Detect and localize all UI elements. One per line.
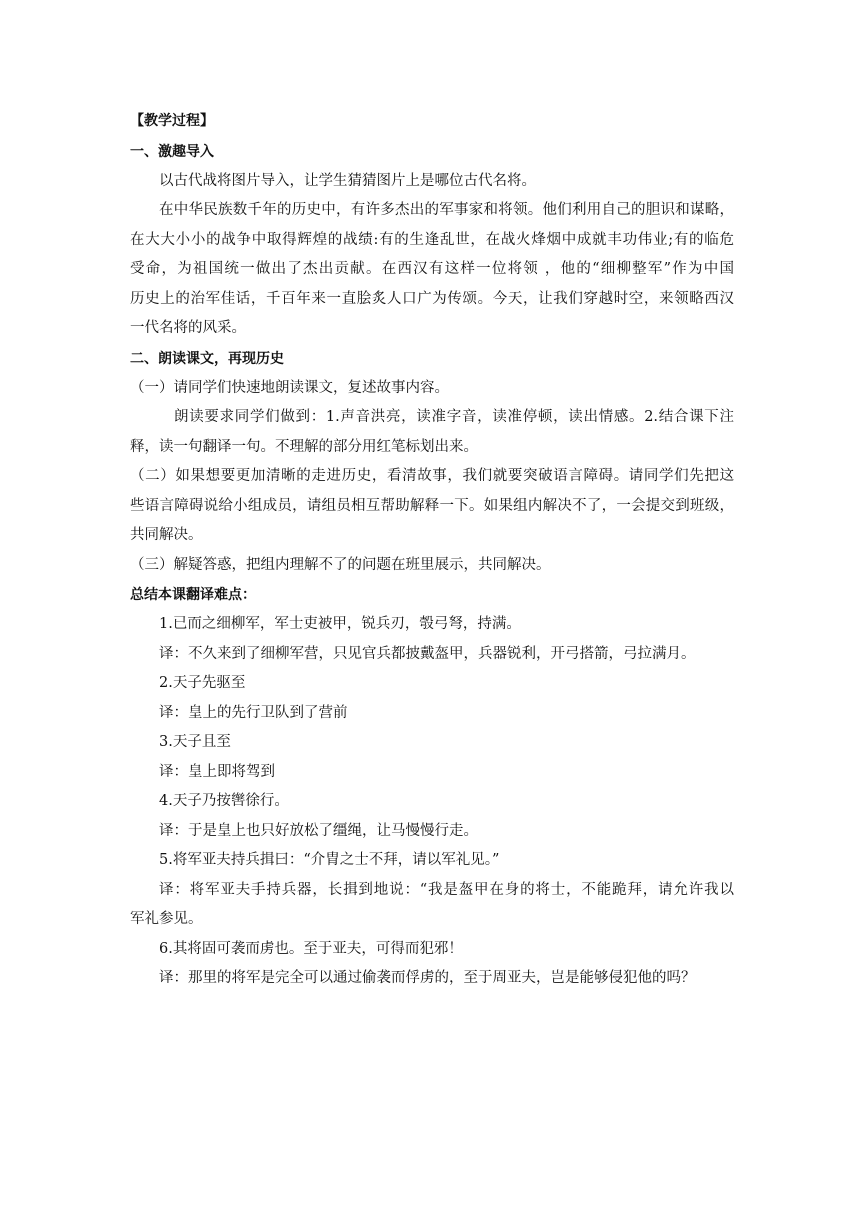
summary-translation: 译：于是皇上也只好放松了缰绳，让马慢慢行走。 (159, 822, 478, 839)
paragraph-line: 在中华民族数千年的历史中，有许多杰出的军事家和将领。他们利用自己的胆识和谋略， (159, 202, 734, 218)
summary-sentence: 4.天子乃按辔徐行。 (159, 793, 289, 809)
paragraph-line: 朗读要求同学们做到：1.声音洪亮，读准字音，读准停顿，读出情感。2.结合课下注 (174, 409, 734, 425)
part2-question-2 (130, 462, 734, 551)
summary-item-2 (130, 669, 734, 728)
summary-sentence: 5.将军亚夫持兵揖曰：“介胄之士不拜，请以军礼见。” (159, 852, 500, 868)
part1-heading: 一、激趣导入 (130, 143, 214, 160)
summary-item-5 (130, 846, 734, 935)
summary-sentence: 6.其将固可袭而虏也。至于亚夫，可得而犯邪！ (159, 940, 463, 957)
part2-heading: 二、朗读课文，再现历史 (130, 350, 284, 367)
summary-item-3 (130, 728, 734, 787)
reading-requirements (130, 403, 734, 462)
document-body (130, 107, 734, 994)
part2-question-1: （一）请同学们快速地朗读课文，复述故事内容。 (130, 379, 449, 396)
summary-translation: 译：皇上即将驾到 (159, 763, 275, 780)
paragraph-line: 受命，为祖国统一做出了杰出贡献。在西汉有这样一位将领 ，他的“细柳整军”作为中国 (130, 261, 734, 277)
summary-translation: 译：那里的将军是完全可以通过偷袭而俘虏的，至于周亚夫，岂是能够侵犯他的吗？ (159, 970, 696, 986)
summary-sentence: 2.天子先驱至 (159, 675, 246, 691)
paragraph-line: （二）如果想要更加清晰的走进历史，看清故事，我们就要突破语言障碍。请同学们先把这 (130, 468, 734, 484)
paragraph-line: 共同解决。 (130, 527, 203, 543)
paragraph-line: 历史上的治军佳话，千百年来一直脍炙人口广为传颂。今天，让我们穿越时空，来领略西汉 (130, 290, 734, 307)
summary-sentence: 1.已而之细柳军，军士吏被甲，锐兵刃，彀弓弩，持满。 (159, 616, 521, 632)
part1-paragraph-1: 以古代战将图片导入，让学生猜猜图片上是哪位古代名将。 (159, 172, 536, 189)
paragraph-line: 些语言障碍说给小组成员，请组员相互帮助解释一下。如果组内解决不了，一会提交到班级， (130, 497, 734, 514)
summary-item-6 (130, 935, 734, 994)
summary-sentence: 3.天子且至 (159, 734, 231, 750)
summary-item-4 (130, 787, 734, 846)
paragraph-line: 一代名将的风采。 (130, 320, 246, 336)
section-heading: 【教学过程】 (130, 113, 214, 129)
summary-translation: 军礼参见。 (130, 911, 203, 927)
summary-heading: 总结本课翻译难点： (130, 587, 256, 603)
summary-translation: 译：皇上的先行卫队到了营前 (159, 704, 348, 721)
summary-translation: 译：将军亚夫手持兵器，长揖到地说：“我是盔甲在身的将士，不能跪拜，请允许我以 (159, 881, 734, 898)
part2-question-3: （三）解疑答惑，把组内理解不了的问题在班里展示，共同解决。 (130, 556, 551, 573)
paragraph-line: 释，读一句翻译一句。不理解的部分用红笔标划出来。 (130, 438, 478, 455)
summary-item-1 (130, 610, 734, 669)
summary-translation: 译：不久来到了细柳军营，只见官兵都披戴盔甲，兵器锐利，开弓搭箭，弓拉满月。 (159, 645, 696, 662)
part1-paragraph-2 (130, 196, 734, 344)
paragraph-line: 在大大小小的战争中取得辉煌的战绩:有的生逢乱世，在战火烽烟中成就丰功伟业;有的临危 (130, 231, 734, 248)
